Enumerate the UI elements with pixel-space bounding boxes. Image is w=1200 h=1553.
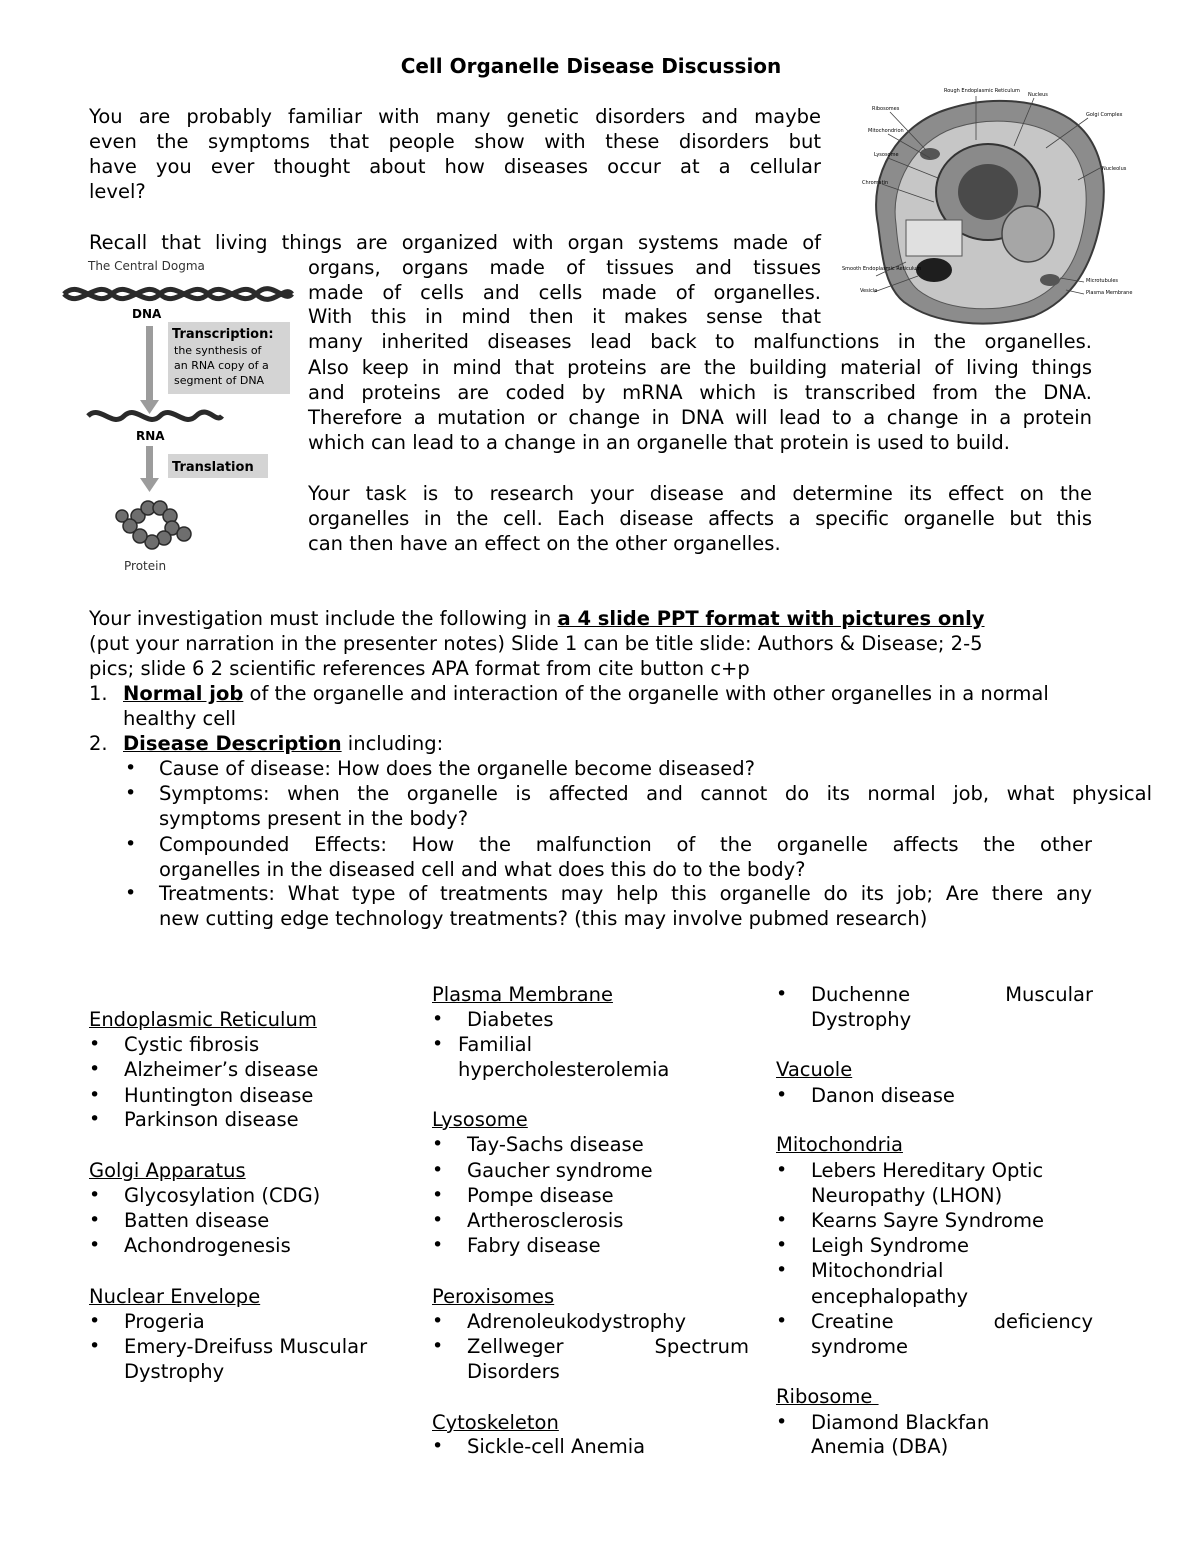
- bullet-dot: •: [125, 882, 137, 904]
- item-1-text: of the organelle and interaction of the organelle with other organelles in a normal: [243, 682, 1049, 705]
- protein-label: Protein: [124, 559, 167, 573]
- cell-label: Ribosomes: [872, 106, 900, 112]
- page-title: Cell Organelle Disease Discussion: [400, 54, 782, 78]
- dmd-item-continued: Dystrophy: [811, 1008, 912, 1031]
- bullet-cause: Cause of disease: How does the organelle become diseased?: [159, 757, 756, 780]
- investigation-emphasis: a 4 slide PPT format with pictures only: [557, 607, 985, 630]
- bullet-dot: •: [432, 1008, 444, 1030]
- cell-label: Microtubules: [1086, 278, 1118, 284]
- er-item: Huntington disease: [124, 1084, 314, 1107]
- bullet-dot: •: [89, 1084, 101, 1106]
- mito-item-continued: Neuropathy (LHON): [811, 1184, 1003, 1207]
- item-1-heading: Normal job: [123, 682, 244, 705]
- intro-line-1: You are probably familiar with many genetic disorders and maybe: [89, 105, 821, 128]
- lysosome-item: Pompe disease: [467, 1184, 614, 1207]
- er-item: Cystic fibrosis: [124, 1033, 260, 1056]
- animal-cell-figure: [838, 84, 1138, 328]
- dmd-item: Duchenne Muscular: [811, 983, 1093, 1006]
- recall-line-3: made of cells and cells made of organelles.: [308, 281, 821, 304]
- bullet-dot: •: [432, 1033, 444, 1055]
- mito-item: Leigh Syndrome: [811, 1234, 970, 1257]
- mito-item-continued: encephalopathy: [811, 1285, 968, 1308]
- cytoskeleton-item: Sickle-cell Anemia: [467, 1435, 646, 1458]
- bullet-symptoms-line-2: symptoms present in the body?: [159, 807, 469, 830]
- item-2-line-1: [123, 731, 443, 756]
- item-2-number: 2.: [89, 732, 108, 755]
- transcription-label: Transcription:: [172, 327, 274, 342]
- mito-item: Kearns Sayre Syndrome: [811, 1209, 1044, 1232]
- ribosome-item-continued: Anemia (DBA): [811, 1435, 949, 1458]
- heading-endoplasmic-reticulum: Endoplasmic Reticulum: [89, 1008, 317, 1031]
- bullet-dot: •: [432, 1133, 444, 1155]
- central-dogma-figure: [60, 254, 300, 574]
- bullet-dot: •: [776, 1259, 788, 1281]
- cell-label: Rough Endoplasmic Reticulum: [944, 88, 1020, 94]
- cell-label: Nucleolus: [1102, 166, 1127, 172]
- transcription-arrow-shaft: [146, 326, 153, 402]
- peroxisome-item-continued: Disorders: [467, 1360, 560, 1383]
- bullet-dot: •: [776, 1084, 788, 1106]
- item-1-line-2: healthy cell: [123, 707, 237, 730]
- investigation-lead: Your investigation must include the following in: [89, 607, 558, 630]
- bullet-dot: •: [89, 1058, 101, 1080]
- investigation-line-2: (put your narration in the presenter notes) Slide 1 can be title slide: Authors & Disease; 2-5: [89, 632, 983, 655]
- recall-line-6: Also keep in mind that proteins are the building material of living things: [308, 356, 1092, 379]
- item-2-text: including:: [341, 732, 444, 755]
- bullet-dot: •: [89, 1033, 101, 1055]
- lysosome-item: Artherosclerosis: [467, 1209, 624, 1232]
- er-item: Alzheimer’s disease: [124, 1058, 319, 1081]
- vacuole-item: Danon disease: [811, 1084, 955, 1107]
- bullet-dot: •: [432, 1209, 444, 1231]
- recall-line-8: Therefore a mutation or change in DNA will lead to a change in a protein: [308, 406, 1092, 429]
- golgi-item: Batten disease: [124, 1209, 270, 1232]
- task-line-2: organelles in the cell. Each disease affects a specific organelle but this: [308, 507, 1092, 530]
- lysosome-item: Tay-Sachs disease: [467, 1133, 644, 1156]
- translation-arrow-shaft: [146, 446, 153, 480]
- recall-line-9: which can lead to a change in an organelle that protein is used to build.: [308, 431, 1010, 454]
- bullet-treatments-line-1: Treatments: What type of treatments may help this organelle do its job; Are there any: [159, 882, 1092, 905]
- bullet-dot: •: [776, 1411, 788, 1433]
- golgi-shape: [1002, 206, 1054, 262]
- bullet-dot: •: [89, 1184, 101, 1206]
- investigation-line-3: pics; slide 6 2 scientific references APA format from cite button c+p: [89, 657, 750, 680]
- cell-label: Lysosome: [874, 152, 899, 158]
- transcription-desc-2: an RNA copy of a: [174, 359, 269, 372]
- cell-label: Chromatin: [862, 180, 889, 186]
- mito-item: Creatine deficiency: [811, 1310, 1093, 1333]
- bullet-effects-line-1: Compounded Effects: How the malfunction of the organelle affects the other: [159, 833, 1092, 856]
- mito-item-continued: syndrome: [811, 1335, 908, 1358]
- bullet-dot: •: [776, 1209, 788, 1231]
- bullet-dot: •: [776, 983, 788, 1005]
- intro-line-3: have you ever thought about how diseases occur at a cellular: [89, 155, 821, 178]
- transcription-desc-3: segment of DNA: [174, 374, 265, 387]
- recall-line-2: organs, organs made of tissues and tissues: [308, 256, 821, 279]
- golgi-item: Achondrogenesis: [124, 1234, 291, 1257]
- transcription-desc-1: the synthesis of: [174, 344, 262, 357]
- cell-label: Mitochondrion: [868, 128, 904, 134]
- dna-helix-icon: [64, 289, 292, 300]
- recall-line-1: Recall that living things are organized with organ systems made of: [89, 231, 821, 254]
- item-2-heading: Disease Description: [123, 732, 342, 755]
- ribosome-item: Diamond Blackfan: [811, 1411, 990, 1434]
- cell-label: Nucleus: [1028, 92, 1048, 98]
- lysosome-item: Gaucher syndrome: [467, 1159, 653, 1182]
- bullet-dot: •: [89, 1108, 101, 1130]
- bullet-dot: •: [89, 1335, 101, 1357]
- recall-line-4: With this in mind then it makes sense that: [308, 305, 821, 328]
- item-1-number: 1.: [89, 682, 108, 705]
- recall-line-5: many inherited diseases lead back to malfunctions in the organelles.: [308, 330, 1092, 353]
- item-1-line-1: [123, 681, 1049, 706]
- lysosome-shape: [916, 258, 952, 282]
- translation-label: Translation: [172, 460, 254, 475]
- er-item: Parkinson disease: [124, 1108, 299, 1131]
- task-line-1: Your task is to research your disease and determine its effect on the: [308, 482, 1092, 505]
- ne-item-continued: Dystrophy: [124, 1360, 225, 1383]
- rna-strand-icon: [88, 412, 222, 419]
- investigation-line-1: [89, 606, 985, 631]
- heading-cytoskeleton: Cytoskeleton: [432, 1411, 559, 1434]
- dna-label: DNA: [132, 307, 162, 321]
- bullet-dot: •: [125, 782, 137, 804]
- figure-dogma-title: The Central Dogma: [88, 259, 205, 273]
- protein-icon: [116, 501, 191, 549]
- heading-plasma-membrane: Plasma Membrane: [432, 983, 613, 1006]
- bullet-dot: •: [125, 833, 137, 855]
- recall-line-7: and proteins are coded by mRNA which is transcribed from the DNA.: [308, 381, 1092, 404]
- bullet-dot: •: [89, 1234, 101, 1256]
- heading-peroxisomes: Peroxisomes: [432, 1285, 555, 1308]
- mitochondrion-shape: [1040, 274, 1060, 286]
- bullet-dot: •: [432, 1234, 444, 1256]
- bullet-dot: •: [432, 1335, 444, 1357]
- bullet-symptoms-line-1: Symptoms: when the organelle is affected and cannot do its normal job, what physical: [159, 782, 1152, 805]
- bullet-dot: •: [432, 1435, 444, 1457]
- heading-lysosome: Lysosome: [432, 1108, 528, 1131]
- intro-line-4: level?: [89, 180, 146, 203]
- mito-item: Mitochondrial: [811, 1259, 944, 1282]
- pm-item: Diabetes: [467, 1008, 554, 1031]
- pm-item-continued: hypercholesterolemia: [458, 1058, 670, 1081]
- nucleolus-shape: [958, 164, 1018, 220]
- lysosome-item: Fabry disease: [467, 1234, 601, 1257]
- heading-golgi-apparatus: Golgi Apparatus: [89, 1159, 246, 1182]
- cell-label: Vesicle: [860, 288, 878, 294]
- heading-mitochondria: Mitochondria: [776, 1133, 903, 1156]
- rna-label: RNA: [136, 429, 165, 443]
- peroxisome-item: Zellweger Spectrum: [467, 1335, 749, 1358]
- bullet-dot: •: [125, 757, 137, 779]
- bullet-dot: •: [89, 1209, 101, 1231]
- cell-label: Plasma Membrane: [1086, 290, 1133, 296]
- bullet-treatments-line-2: new cutting edge technology treatments? (this may involve pubmed research): [159, 907, 928, 930]
- pm-item: Familial: [458, 1033, 532, 1056]
- bullet-dot: •: [432, 1310, 444, 1332]
- ne-item: Progeria: [124, 1310, 205, 1333]
- bullet-dot: •: [432, 1184, 444, 1206]
- heading-nuclear-envelope: Nuclear Envelope: [89, 1285, 261, 1308]
- ne-item: Emery-Dreifuss Muscular: [124, 1335, 368, 1358]
- smooth-er-shape: [906, 220, 962, 256]
- cell-label: Golgi Complex: [1086, 112, 1123, 118]
- bullet-dot: •: [432, 1159, 444, 1181]
- cell-label: Smooth Endoplasmic Reticulum: [842, 266, 922, 272]
- task-line-3: can then have an effect on the other organelles.: [308, 532, 781, 555]
- mito-item: Lebers Hereditary Optic: [811, 1159, 1044, 1182]
- heading-vacuole: Vacuole: [776, 1058, 853, 1081]
- bullet-dot: •: [89, 1310, 101, 1332]
- translation-arrow-head: [140, 478, 159, 492]
- transcription-arrow-head: [140, 400, 159, 414]
- heading-ribosome: Ribosome: [776, 1385, 879, 1408]
- bullet-dot: •: [776, 1234, 788, 1256]
- bullet-effects-line-2: organelles in the diseased cell and what does this do to the body?: [159, 858, 806, 881]
- peroxisome-item: Adrenoleukodystrophy: [467, 1310, 687, 1333]
- intro-line-2: even the symptoms that people show with these disorders but: [89, 130, 821, 153]
- bullet-dot: •: [776, 1310, 788, 1332]
- bullet-dot: •: [776, 1159, 788, 1181]
- golgi-item: Glycosylation (CDG): [124, 1184, 321, 1207]
